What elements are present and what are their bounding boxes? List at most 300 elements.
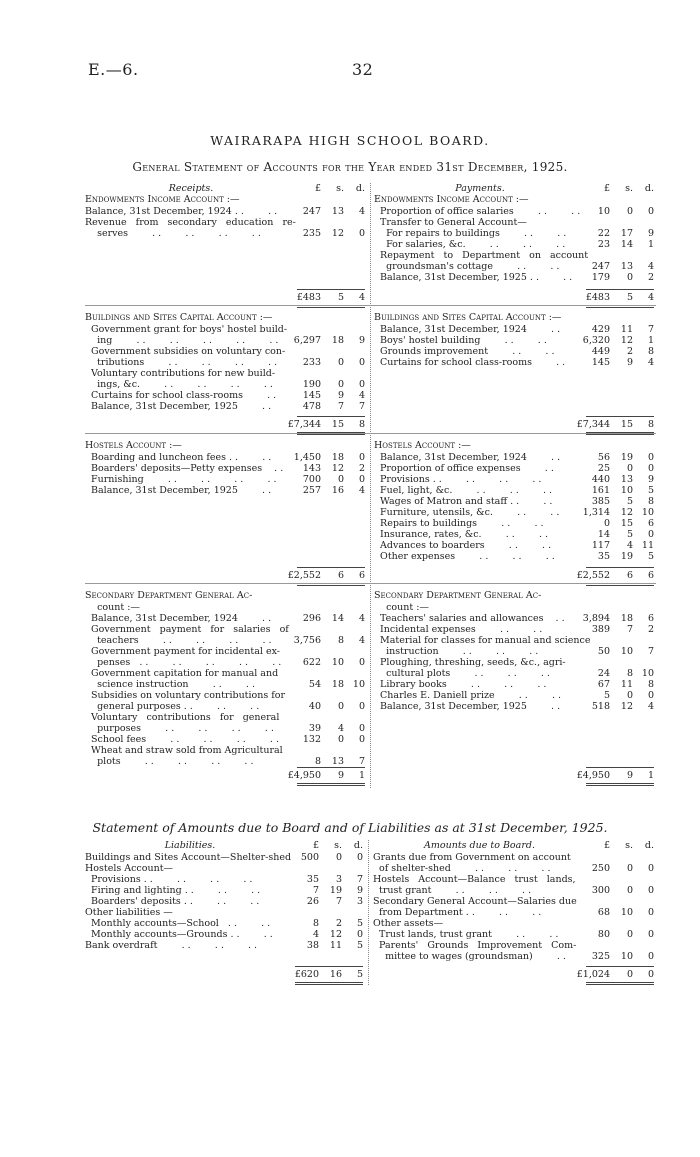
receipts-header-label: Receipts.	[168, 183, 214, 194]
row-label: Secondary General Account—Salaries due	[373, 896, 577, 907]
row-label: purposes . . . . . . . .	[85, 723, 274, 734]
row-label: from Department . . . . . .	[373, 907, 542, 918]
account-row	[374, 613, 656, 624]
amount-pounds: 145	[302, 390, 321, 401]
amount-pounds: £4,950	[576, 770, 610, 781]
row-label: Curtains for school class-rooms . .	[85, 390, 277, 401]
amount-pounds: 50	[597, 646, 610, 657]
pounds-symbol: £	[603, 183, 610, 194]
account-row	[85, 357, 367, 368]
amount-pence: 9	[356, 885, 363, 896]
total-rule	[297, 767, 365, 768]
account-row	[85, 335, 367, 346]
section-separator	[85, 433, 656, 434]
statement-row	[373, 863, 656, 874]
amount-pence: 9	[358, 335, 365, 346]
amount-pounds: £2,552	[576, 570, 610, 581]
row-label: Government grant for boys' hostel build-	[85, 324, 288, 335]
statement-row	[85, 896, 365, 907]
amount-shillings: 12	[331, 228, 344, 239]
total-rule	[295, 966, 363, 967]
amount-pounds: 235	[302, 228, 321, 239]
row-label: Monthly accounts—Grounds . . . .	[85, 929, 273, 940]
amount-pence: 4	[647, 357, 654, 368]
section-total	[374, 570, 656, 581]
amount-pence: 0	[647, 452, 654, 463]
statement-row	[85, 929, 365, 940]
amount-shillings: 15	[620, 419, 633, 430]
amount-pence: 4	[647, 292, 654, 303]
shillings-symbol: s.	[625, 840, 633, 851]
row-label: Government capitation for manual and	[85, 668, 279, 679]
section-heading: Endowments Income Account :—	[374, 194, 529, 205]
account-row	[374, 657, 656, 668]
account-row	[374, 272, 656, 283]
row-label: Subsidies on voluntary contributions for	[85, 690, 286, 701]
liabilities-total	[85, 969, 365, 980]
amount-shillings: 8	[337, 635, 344, 646]
account-row	[85, 401, 367, 412]
amount-pence: 4	[647, 701, 654, 712]
row-label: Balance, 31st December, 1924 . . . .	[85, 206, 278, 217]
amount-pounds: 429	[591, 324, 610, 335]
amount-pence: 8	[647, 679, 654, 690]
amount-pounds: 25	[597, 463, 610, 474]
row-label: Boarding and luncheon fees . . . .	[85, 452, 272, 463]
amount-shillings: 0	[626, 272, 633, 283]
amount-shillings: 6	[337, 570, 344, 581]
account-row	[85, 745, 367, 756]
amount-pounds: 296	[302, 613, 321, 624]
amount-pounds: 35	[306, 874, 319, 885]
account-row	[85, 485, 367, 496]
statement-title: Statement of Amounts due to Board and of Liabilities as at 31st December, 1925.	[92, 820, 608, 835]
total-double-rule	[297, 783, 365, 786]
amount-pounds: 1,450	[293, 452, 321, 463]
amount-pence: 5	[356, 969, 363, 980]
row-label: count :—	[374, 602, 429, 613]
account-row	[374, 217, 656, 228]
amount-pounds: 449	[591, 346, 610, 357]
document-title: WAIRARAPA HIGH SCHOOL BOARD.	[210, 133, 490, 148]
row-label: Bank overdraft . . . . . .	[85, 940, 258, 951]
amount-pence: 10	[641, 507, 654, 518]
row-label: of shelter-shed . . . . . .	[373, 863, 551, 874]
amount-pence: 1	[647, 770, 654, 781]
row-label: Incidental expenses . . . .	[374, 624, 543, 635]
amount-pounds: £483	[296, 292, 321, 303]
amount-pence: 0	[647, 929, 654, 940]
amount-pounds: 247	[591, 261, 610, 272]
liabilities-list	[85, 852, 365, 951]
amount-pounds: 233	[302, 357, 321, 368]
amount-pence: 10	[641, 668, 654, 679]
amount-shillings: 7	[337, 401, 344, 412]
payments-section-2	[374, 440, 656, 562]
amount-pence: 0	[647, 206, 654, 217]
account-row	[374, 624, 656, 635]
row-label: Wages of Matron and staff . . . .	[374, 496, 553, 507]
amount-pounds: 40	[308, 701, 321, 712]
row-label: Proportion of office expenses . .	[374, 463, 554, 474]
amount-pounds: £483	[585, 292, 610, 303]
section-heading: Hostels Account :—	[374, 440, 471, 451]
account-row	[374, 602, 656, 613]
account-row	[85, 635, 367, 646]
amount-shillings: 18	[331, 452, 344, 463]
amount-shillings: 10	[620, 485, 633, 496]
amount-pounds: 3,756	[293, 635, 321, 646]
amount-shillings: 8	[626, 668, 633, 679]
amount-pence: 4	[358, 485, 365, 496]
amount-pence: 2	[358, 463, 365, 474]
pounds-symbol: £	[312, 840, 319, 851]
total-rule	[297, 567, 365, 568]
amount-pence: 8	[358, 419, 365, 430]
amount-shillings: 0	[626, 885, 633, 896]
amount-pounds: 7	[312, 885, 319, 896]
receipts-section-2	[85, 440, 367, 496]
amount-pence: 8	[647, 419, 654, 430]
account-row	[374, 646, 656, 657]
amount-pounds: 22	[597, 228, 610, 239]
amount-pence: 4	[358, 635, 365, 646]
amount-pence: 0	[358, 701, 365, 712]
row-label: Teachers' salaries and allowances . .	[374, 613, 565, 624]
amount-pence: 0	[647, 969, 654, 980]
amount-pence: 9	[647, 228, 654, 239]
amount-shillings: 5	[626, 529, 633, 540]
amounts-due-total	[373, 969, 656, 980]
amount-shillings: 13	[620, 474, 633, 485]
row-label: serves . . . . . . . .	[85, 228, 261, 239]
section-heading: Secondary Department General Ac-	[374, 590, 542, 601]
amount-pounds: 179	[591, 272, 610, 283]
amount-pence: 0	[358, 228, 365, 239]
amount-pounds: 14	[597, 529, 610, 540]
section-heading: Endowments Income Account :—	[85, 194, 240, 205]
row-label: Voluntary contributions for general	[85, 712, 280, 723]
statement-row	[85, 885, 365, 896]
account-row	[374, 239, 656, 250]
account-row	[374, 496, 656, 507]
row-label: Grounds improvement . . . .	[374, 346, 555, 357]
liabilities-header	[85, 840, 365, 851]
amount-shillings: 5	[626, 292, 633, 303]
account-row	[85, 624, 367, 635]
amount-shillings: 2	[626, 346, 633, 357]
row-label: instruction . . . . . .	[374, 646, 539, 657]
section-total	[85, 770, 367, 781]
amount-shillings: 9	[626, 770, 633, 781]
account-row	[374, 540, 656, 551]
amount-pence: 0	[647, 690, 654, 701]
amount-shillings: 16	[329, 969, 342, 980]
amount-pence: 6	[647, 613, 654, 624]
row-label: Government payment for incidental ex-	[85, 646, 280, 657]
row-label: Government subsidies on voluntary con-	[85, 346, 286, 357]
amount-pence: 0	[647, 907, 654, 918]
account-row	[374, 679, 656, 690]
amount-shillings: 16	[331, 485, 344, 496]
amount-shillings: 12	[331, 463, 344, 474]
row-label: Balance, 31st December, 1925 . .	[374, 701, 561, 712]
row-label: Insurance, rates, &c. . . . .	[374, 529, 549, 540]
account-row	[85, 602, 367, 613]
row-label: Parents' Grounds Improvement Com-	[373, 940, 577, 951]
account-row	[374, 452, 656, 463]
amount-shillings: 3	[335, 874, 342, 885]
amount-shillings: 15	[620, 518, 633, 529]
amount-shillings: 12	[620, 335, 633, 346]
amount-pounds: 26	[306, 896, 319, 907]
amount-pence: 9	[647, 474, 654, 485]
amount-pounds: 56	[597, 452, 610, 463]
amount-shillings: 0	[626, 863, 633, 874]
account-row	[374, 485, 656, 496]
pence-symbol: d.	[353, 840, 363, 851]
row-label: Furniture, utensils, &c. . . . .	[374, 507, 560, 518]
amount-pounds: 161	[591, 485, 610, 496]
amount-shillings: 9	[626, 357, 633, 368]
row-label: Balance, 31st December, 1925 . .	[85, 401, 272, 412]
total-rule	[586, 289, 654, 290]
page-number: 32	[352, 60, 374, 79]
row-label: Transfer to General Account—	[374, 217, 527, 228]
row-label: Boarders' deposits—Petty expenses . .	[85, 463, 284, 474]
amount-pounds: 6,297	[293, 335, 321, 346]
amount-pounds: 39	[308, 723, 321, 734]
statement-row	[373, 896, 656, 907]
amount-shillings: 2	[335, 918, 342, 929]
amount-pounds: 4	[312, 929, 319, 940]
row-label: trust grant . . . . . .	[373, 885, 532, 896]
statement-row	[85, 907, 365, 918]
account-row	[85, 452, 367, 463]
row-label: Balance, 31st December, 1924 . .	[374, 324, 561, 335]
amount-pence: 6	[358, 570, 365, 581]
account-row	[374, 690, 656, 701]
row-label: Curtains for school class-rooms . .	[374, 357, 566, 368]
account-row	[374, 635, 656, 646]
row-label: Trust lands, trust grant . . . .	[373, 929, 559, 940]
pounds-symbol: £	[314, 183, 321, 194]
amount-pence: 7	[356, 874, 363, 885]
amount-pence: 7	[358, 401, 365, 412]
amount-shillings: 19	[620, 551, 633, 562]
amount-pounds: 518	[591, 701, 610, 712]
account-row	[374, 551, 656, 562]
row-label: Ploughing, threshing, seeds, &c., agri-	[374, 657, 566, 668]
receipts-column-header	[85, 183, 367, 194]
amount-shillings: 0	[626, 463, 633, 474]
row-label: Other assets—	[373, 918, 444, 929]
amount-shillings: 0	[626, 929, 633, 940]
section-separator	[85, 583, 656, 584]
amount-pounds: 389	[591, 624, 610, 635]
section-total	[374, 770, 656, 781]
account-row	[85, 734, 367, 745]
statement-row	[373, 929, 656, 940]
row-label: Advances to boarders . . . .	[374, 540, 552, 551]
amount-pence: 0	[647, 951, 654, 962]
amount-pounds: 132	[302, 734, 321, 745]
shillings-symbol: s.	[336, 183, 344, 194]
amount-shillings: 9	[337, 390, 344, 401]
statement-row	[85, 874, 365, 885]
row-label: Firing and lighting . . . . . .	[85, 885, 261, 896]
amount-pence: 0	[358, 734, 365, 745]
amount-pence: 4	[358, 206, 365, 217]
section-total	[85, 570, 367, 581]
amount-shillings: 10	[620, 646, 633, 657]
total-rule	[297, 416, 365, 417]
row-label: Library books . . . . . .	[374, 679, 547, 690]
amount-shillings: 17	[620, 228, 633, 239]
amount-pounds: £7,344	[287, 419, 321, 430]
amount-shillings: 13	[331, 756, 344, 767]
amount-pence: 2	[647, 624, 654, 635]
amount-pounds: 23	[597, 239, 610, 250]
account-row	[374, 668, 656, 679]
account-row	[374, 206, 656, 217]
amount-pence: 1	[647, 239, 654, 250]
account-row	[85, 646, 367, 657]
account-row	[374, 261, 656, 272]
statement-row	[373, 874, 656, 885]
amount-pounds: 300	[591, 885, 610, 896]
account-row	[374, 250, 656, 261]
column-divider	[370, 183, 371, 788]
account-row	[85, 613, 367, 624]
statement-row	[373, 885, 656, 896]
amount-pounds: 325	[591, 951, 610, 962]
total-rule	[586, 966, 654, 967]
total-rule	[297, 289, 365, 290]
amount-pence: 0	[356, 929, 363, 940]
amount-shillings: 15	[331, 419, 344, 430]
row-label: Repayment to Department on account	[374, 250, 589, 261]
amount-pence: 7	[647, 324, 654, 335]
amount-pence: 6	[647, 570, 654, 581]
account-row	[85, 723, 367, 734]
section-heading: Secondary Department General Ac-	[85, 590, 253, 601]
row-label: tributions . . . . . . . .	[85, 357, 278, 368]
row-label: For salaries, &c. . . . . . .	[374, 239, 566, 250]
amount-pence: 0	[647, 863, 654, 874]
amount-pence: 0	[358, 657, 365, 668]
amount-shillings: 10	[331, 657, 344, 668]
amount-pence: 11	[641, 540, 654, 551]
account-row	[374, 357, 656, 368]
amount-pounds: 500	[300, 852, 319, 863]
amount-pounds: 38	[306, 940, 319, 951]
section-heading: Buildings and Sites Capital Account :—	[374, 312, 562, 323]
account-row	[374, 507, 656, 518]
document-subtitle: General Statement of Accounts for the Year ended 31st December, 1925.	[132, 160, 568, 174]
row-label: Other expenses . . . . . .	[374, 551, 555, 562]
amount-shillings: 7	[335, 896, 342, 907]
account-row	[85, 379, 367, 390]
amount-pounds: £1,024	[576, 969, 610, 980]
amount-pounds: 54	[308, 679, 321, 690]
statement-row	[373, 940, 656, 951]
section-total	[85, 292, 367, 303]
payments-header-label: Payments.	[455, 183, 505, 194]
row-label: School fees . . . . . . . .	[85, 734, 279, 745]
amount-pounds: 67	[597, 679, 610, 690]
account-row	[85, 206, 367, 217]
account-row	[85, 390, 367, 401]
row-label: For repairs to buildings . . . .	[374, 228, 567, 239]
account-row	[374, 701, 656, 712]
amount-pounds: 143	[302, 463, 321, 474]
amount-pence: 3	[356, 896, 363, 907]
amount-pence: 0	[356, 852, 363, 863]
total-double-rule	[586, 783, 654, 786]
amount-pounds: 385	[591, 496, 610, 507]
amount-pounds: 247	[302, 206, 321, 217]
receipts-section-3	[85, 590, 367, 767]
account-row	[374, 474, 656, 485]
pence-symbol: d.	[355, 183, 365, 194]
amount-pounds: 257	[302, 485, 321, 496]
amount-shillings: 0	[626, 969, 633, 980]
amount-pounds: £2,552	[287, 570, 321, 581]
amount-shillings: 12	[620, 701, 633, 712]
amount-pounds: 0	[603, 518, 610, 529]
account-row	[85, 679, 367, 690]
receipts-section-0	[85, 194, 367, 239]
total-double-rule	[586, 982, 654, 985]
amount-shillings: 10	[620, 907, 633, 918]
amount-shillings: 14	[331, 613, 344, 624]
statement-row	[373, 907, 656, 918]
amount-pence: 0	[358, 452, 365, 463]
amount-shillings: 4	[626, 540, 633, 551]
amount-shillings: 13	[331, 206, 344, 217]
amount-pence: 4	[358, 613, 365, 624]
row-label: Balance, 31st December, 1924 . .	[374, 452, 561, 463]
statement-row	[85, 863, 365, 874]
amount-shillings: 14	[620, 239, 633, 250]
amount-pence: 0	[358, 474, 365, 485]
amount-pounds: 117	[591, 540, 610, 551]
amount-shillings: 0	[337, 734, 344, 745]
amount-shillings: 0	[335, 852, 342, 863]
row-label: teachers . . . . . . . .	[85, 635, 272, 646]
amount-shillings: 0	[337, 357, 344, 368]
amount-pounds: 80	[597, 929, 610, 940]
account-row	[85, 217, 367, 228]
row-label: Provisions . . . . . . . .	[85, 874, 253, 885]
amount-pence: 7	[358, 756, 365, 767]
amount-pence: 0	[358, 723, 365, 734]
statement-row	[85, 940, 365, 951]
payments-column-header	[374, 183, 656, 194]
account-row	[374, 335, 656, 346]
row-label: Balance, 31st December, 1925 . .	[85, 485, 272, 496]
amount-pence: 10	[352, 679, 365, 690]
amount-shillings: 9	[337, 770, 344, 781]
account-row	[85, 324, 367, 335]
amount-pounds: 478	[302, 401, 321, 412]
amount-shillings: 6	[626, 570, 633, 581]
amounts-due-list	[373, 852, 656, 962]
section-total	[85, 419, 367, 430]
amount-shillings: 18	[620, 613, 633, 624]
row-label: ing . . . . . . . . . .	[85, 335, 279, 346]
